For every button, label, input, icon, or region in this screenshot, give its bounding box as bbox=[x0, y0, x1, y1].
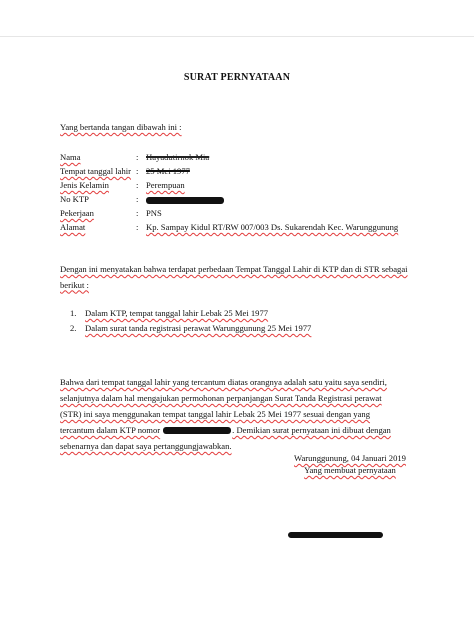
field-row-nama bbox=[60, 151, 430, 165]
paragraph-line-with-redaction bbox=[60, 424, 420, 440]
paragraph-text: . Demikian surat pernyataan ini dibuat dengan bbox=[232, 425, 391, 435]
ktp-number-redaction-bar bbox=[163, 427, 231, 434]
field-label-nama: Nama bbox=[60, 152, 81, 162]
identity-fields bbox=[60, 151, 430, 235]
field-label-jenis-kelamin: Jenis Kelamin bbox=[60, 180, 109, 190]
document-title: SURAT PERNYATAAN bbox=[183, 72, 291, 83]
field-label-no-ktp: No KTP bbox=[60, 194, 89, 204]
closing-paragraph bbox=[60, 376, 420, 456]
field-row-pekerjaan bbox=[60, 207, 430, 221]
field-value-no-ktp bbox=[146, 193, 224, 205]
field-row-no-ktp bbox=[60, 193, 430, 207]
field-value-ttl: 25 Mei 1977 bbox=[146, 166, 190, 176]
field-colon: : bbox=[136, 208, 139, 218]
signer-name-redaction bbox=[288, 532, 383, 538]
field-value-pekerjaan: PNS bbox=[146, 208, 162, 218]
field-value-alamat: Kp. Sampay Kidul RT/RW 007/003 Ds. Sukarendah Kec. Warunggunung bbox=[146, 222, 399, 232]
signature-block bbox=[280, 452, 420, 476]
paragraph-line: Bahwa dari tempat tanggal lahir yang tercantum diatas orangnya adalah satu yaitu saya sendiri, bbox=[60, 377, 387, 387]
list-item-text: Dalam surat tanda registrasi perawat Warunggunung 25 Mei 1977 bbox=[85, 323, 312, 333]
field-row-ttl bbox=[60, 165, 430, 179]
list-item bbox=[70, 322, 311, 337]
ktp-redaction-bar bbox=[146, 197, 224, 204]
signature-signer-label: Yang membuat pernyataan bbox=[304, 465, 396, 475]
field-colon: : bbox=[136, 152, 139, 162]
list-item-number: 1. bbox=[70, 308, 77, 318]
list-item-text: Dalam KTP, tempat tanggal lahir Lebak 25 Mei 1977 bbox=[85, 308, 269, 318]
paragraph-line: selanjutnya dalam hal mengajukan permohonan perpanjangan Surat Tanda Registrasi perawat bbox=[60, 393, 382, 403]
statement-paragraph: Dengan ini menyatakan bahwa terdapat perbedaan Tempat Tanggal Lahir di KTP dan di STR sebagai berikut : bbox=[60, 264, 408, 290]
list-item-number: 2. bbox=[70, 323, 77, 333]
field-value-nama-redacted bbox=[146, 151, 209, 163]
intro-text: Yang bertanda tangan dibawah ini : bbox=[60, 122, 182, 132]
field-colon: : bbox=[136, 180, 139, 190]
field-label-pekerjaan: Pekerjaan bbox=[60, 208, 94, 218]
field-row-jenis-kelamin bbox=[60, 179, 430, 193]
list-item bbox=[70, 307, 311, 322]
field-row-alamat bbox=[60, 221, 430, 235]
field-label-ttl: Tempat tanggal lahir bbox=[60, 166, 131, 176]
redacted-name-text: Hayadutirnok Mia bbox=[146, 152, 210, 162]
field-colon: : bbox=[136, 166, 139, 176]
field-colon: : bbox=[136, 222, 139, 232]
paragraph-line: sebenarnya dan dapat saya pertanggungjawabkan. bbox=[60, 441, 232, 451]
signature-place-date: Warunggunung, 04 Januari 2019 bbox=[294, 453, 406, 463]
field-value-jenis-kelamin: Perempuan bbox=[146, 180, 185, 190]
field-colon: : bbox=[136, 194, 139, 204]
signer-name-redaction-bar bbox=[288, 532, 383, 539]
paragraph-text: tercantum dalam KTP nomor bbox=[60, 425, 161, 435]
difference-list bbox=[70, 307, 311, 337]
paragraph-line: (STR) ini saya menggunakan tempat tanggal lahir Lebak 25 Mei 1977 sesuai dengan yang bbox=[60, 409, 371, 419]
field-label-alamat: Alamat bbox=[60, 222, 86, 232]
